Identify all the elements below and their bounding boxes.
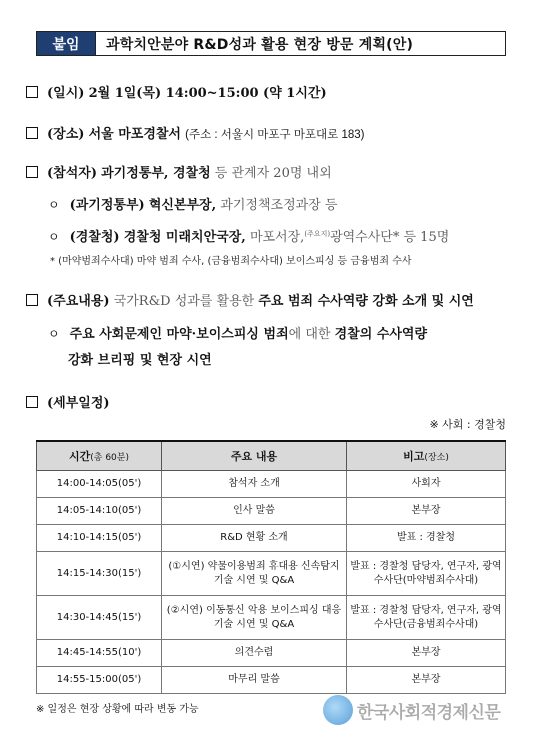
- section-content: [26, 290, 474, 309]
- cell-content: R&D 현황 소개: [162, 525, 347, 552]
- table-row: [37, 498, 506, 525]
- cell-time: 14:10-14:15(05'): [37, 525, 162, 552]
- cell-note: 발표 : 경찰청 담당자, 연구자, 광역수사단(마약범죄수사대): [347, 552, 506, 596]
- cell-time: 14:30-14:45(15'): [37, 596, 162, 640]
- participants-footnote: * (마약범죄수사대) 마약 범죄 수사, (금융범죄수사대) 보이스피싱 등 금융범죄 수사: [50, 256, 412, 267]
- section-schedule: [26, 392, 110, 411]
- section-participants: [26, 162, 332, 181]
- cell-content: (①시연) 약물이용범죄 휴대용 신속탐지기술 시연 및 Q&A: [162, 552, 347, 596]
- content-sub-bold1: 주요 사회문제인 마약·보이스피싱 범죄: [69, 327, 289, 342]
- header-content: 주요 내용: [162, 441, 347, 471]
- newspaper-logo-icon: [323, 695, 353, 725]
- msit-label: (과기정통부): [69, 198, 145, 213]
- cell-note: 사회자: [347, 471, 506, 498]
- table-row: [37, 471, 506, 498]
- header-note-sub: (장소): [424, 453, 449, 463]
- cell-note: 발표 : 경찰청 담당자, 연구자, 광역수사단(금융범죄수사대): [347, 596, 506, 640]
- date-text: 2월 1일(목) 14:00~15:00 (약 1시간): [88, 86, 327, 101]
- header-time-label: 시간: [69, 450, 91, 463]
- content-sub-bold2: 경찰의 수사역량: [334, 327, 428, 342]
- cell-content: 마무리 말씀: [162, 667, 347, 694]
- moderator-remark: ※ 사회 : 경찰청: [429, 418, 506, 431]
- checkbox-square-icon: [26, 294, 38, 306]
- participants-label: (참석자): [47, 166, 97, 181]
- police-rest1: 마포서장,: [249, 230, 305, 245]
- place-name: 서울 마포경찰서: [88, 127, 181, 142]
- table-header-row: [37, 441, 506, 471]
- police-sup: (주요지): [304, 230, 331, 238]
- schedule-table-wrap: [36, 440, 506, 694]
- header-note-label: 비고: [403, 450, 425, 463]
- content-label: (주요내용): [47, 294, 110, 309]
- participants-bold: 과기정통부, 경찰청: [101, 166, 211, 181]
- msit-bold: 혁신본부장,: [148, 198, 217, 213]
- cell-note: 본부장: [347, 667, 506, 694]
- schedule-table: [36, 440, 506, 694]
- checkbox-square-icon: [26, 127, 38, 139]
- content-bold: 주요 범죄 수사역량 강화 소개 및 시연: [258, 294, 474, 309]
- participants-rest: 등 관계자 20명 내외: [214, 166, 332, 181]
- bullet: ㅇ: [48, 230, 60, 244]
- content-gray: 국가R&D 성과를 활용한: [113, 294, 255, 309]
- cell-content: 참석자 소개: [162, 471, 347, 498]
- msit-rest: 과기정책조정과장 등: [220, 198, 338, 213]
- cell-note: 본부장: [347, 498, 506, 525]
- schedule-footnote: ※ 일정은 현장 상황에 따라 변동 가능: [36, 704, 199, 715]
- cell-note: 발표 : 경찰청: [347, 525, 506, 552]
- table-row: [37, 596, 506, 640]
- newspaper-watermark: [323, 695, 500, 725]
- content-sub-line2: 강화 브리핑 및 현장 시연: [68, 353, 212, 368]
- date-label: (일시): [47, 86, 85, 101]
- cell-time: 14:15-14:30(15'): [37, 552, 162, 596]
- police-rest2: 광역수사단* 등 15명: [330, 230, 450, 245]
- watermark-text: 한국사회적경제신문: [357, 702, 501, 723]
- checkbox-square-icon: [26, 396, 38, 408]
- cell-time: 14:55-15:00(05'): [37, 667, 162, 694]
- header-note: [347, 441, 506, 471]
- section-place: [26, 123, 364, 142]
- participants-sub-police: [48, 226, 449, 245]
- place-label: (장소): [47, 127, 85, 142]
- police-label: (경찰청): [69, 230, 120, 245]
- cell-time: 14:45-14:55(10'): [37, 640, 162, 667]
- header-time: [37, 441, 162, 471]
- table-row: [37, 552, 506, 596]
- cell-content: 의견수렴: [162, 640, 347, 667]
- attachment-badge: 붙임: [37, 32, 95, 55]
- checkbox-square-icon: [26, 166, 38, 178]
- schedule-label: (세부일정): [47, 396, 110, 411]
- police-bold: 경찰청 미래치안국장,: [123, 230, 246, 245]
- content-sub-mid: 에 대한: [288, 327, 331, 342]
- content-sub: [48, 323, 427, 342]
- header-time-sub: (총 60분): [90, 453, 129, 463]
- bullet: ㅇ: [48, 198, 60, 212]
- checkbox-square-icon: [26, 86, 38, 98]
- document-header: [36, 31, 506, 56]
- table-row: [37, 667, 506, 694]
- cell-content: 인사 말씀: [162, 498, 347, 525]
- cell-time: 14:00-14:05(05'): [37, 471, 162, 498]
- cell-note: 본부장: [347, 640, 506, 667]
- table-row: [37, 640, 506, 667]
- place-address: (주소 : 서울시 마포구 마포대로 183): [185, 129, 365, 141]
- bullet: ㅇ: [48, 327, 60, 341]
- table-row: [37, 525, 506, 552]
- document-title: 과학치안분야 R&D성과 활용 현장 방문 계획(안): [95, 32, 505, 55]
- cell-content: (②시연) 이동통신 악용 보이스피싱 대응 기술 시연 및 Q&A: [162, 596, 347, 640]
- section-date: [26, 82, 327, 101]
- cell-time: 14:05-14:10(05'): [37, 498, 162, 525]
- participants-sub-msit: [48, 194, 337, 213]
